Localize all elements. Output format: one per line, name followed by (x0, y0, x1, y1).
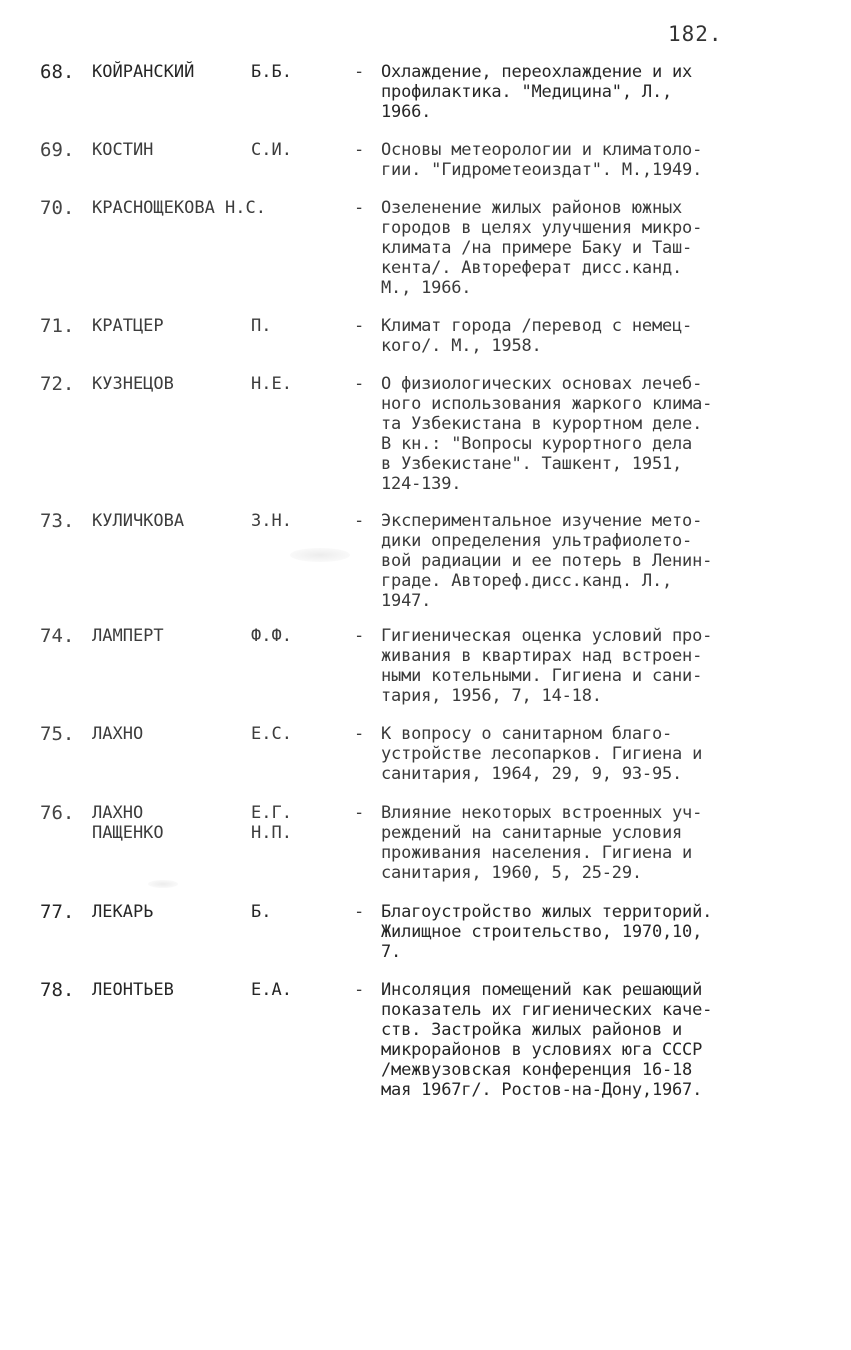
author-surname: ЛЕКАРЬ (92, 902, 154, 922)
description-line: /межвузовская конференция 16-18 (381, 1060, 693, 1080)
entry-description (381, 140, 811, 180)
description-line: Благоустройство жилых территорий. (381, 902, 713, 922)
description-line: санитария, 1964, 29, 9, 93-95. (381, 764, 683, 784)
description-line: 124-139. (381, 474, 462, 494)
entry-dash: - (354, 140, 365, 160)
author-initials: Ф.Ф. (251, 626, 292, 646)
description-line: В кн.: "Вопросы курортного дела (381, 434, 693, 454)
description-line: 7. (381, 942, 402, 962)
entry-dash: - (354, 198, 365, 218)
description-line: реждений на санитарные условия (381, 823, 683, 843)
description-line: показатель их гигиенических каче- (381, 1000, 713, 1020)
description-line: дики определения ультрафиолето- (381, 531, 693, 551)
description-line: Влияние некоторых встроенных уч- (381, 803, 703, 823)
description-line: проживания населения. Гигиена и (381, 843, 693, 863)
description-line: санитария, 1960, 5, 25-29. (381, 863, 642, 883)
author-initials: З.Н. (251, 511, 292, 531)
author-surname: ПАЩЕНКО (92, 823, 164, 843)
author-surname: КРАТЦЕР (92, 316, 164, 336)
entry-description (381, 511, 811, 611)
description-line: мая 1967г/. Ростов-на-Дону,1967. (381, 1080, 703, 1100)
entry-description (381, 803, 811, 883)
description-line: Озеленение жилых районов южных (381, 198, 683, 218)
description-line: ного использования жаркого клима- (381, 394, 713, 414)
description-line: кента/. Автореферат дисс.канд. (381, 258, 683, 278)
entry-dash: - (354, 803, 365, 823)
description-line: кого/. М., 1958. (381, 336, 542, 356)
entry-dash: - (354, 511, 365, 531)
author-surname: ЛАМПЕРТ (92, 626, 164, 646)
author-surname: ЛЕОНТЬЕВ (92, 980, 174, 1000)
description-line: устройстве лесопарков. Гигиена и (381, 744, 703, 764)
author-initials: Н.П. (251, 823, 292, 843)
description-line: вой радиации и ее потерь в Ленин- (381, 551, 713, 571)
description-line: живания в квартирах над встроен- (381, 646, 703, 666)
description-line: Охлаждение, переохлаждение и их (381, 62, 693, 82)
description-line: микрорайонов в условиях юга СССР (381, 1040, 703, 1060)
description-line: тария, 1956, 7, 14-18. (381, 686, 602, 706)
entry-number: 77. (40, 901, 75, 923)
description-line: та Узбекистана в курортном деле. (381, 414, 703, 434)
scan-smudge (148, 880, 178, 888)
entry-number: 73. (40, 510, 75, 532)
description-line: 1966. (381, 102, 432, 122)
entry-dash: - (354, 374, 365, 394)
description-line: граде. Автореф.дисс.канд. Л., (381, 571, 673, 591)
description-line: гии. "Гидрометеоиздат". М.,1949. (381, 160, 703, 180)
author-surname: КУЗНЕЦОВ (92, 374, 174, 394)
author-surname: ЛАХНО (92, 803, 144, 823)
description-line: ств. Застройка жилых районов и (381, 1020, 683, 1040)
description-line: профилактика. "Медицина", Л., (381, 82, 673, 102)
author-initials: Б.Б. (251, 62, 292, 82)
description-line: Инсоляция помещений как решающий (381, 980, 703, 1000)
entry-description (381, 724, 811, 784)
description-line: Экспериментальное изучение мето- (381, 511, 703, 531)
scan-smudge (290, 548, 350, 562)
description-line: К вопросу о санитарном благо- (381, 724, 673, 744)
author-surname: КРАСНОЩЕКОВА Н.С. (92, 198, 266, 218)
author-surname: ЛАХНО (92, 724, 144, 744)
author-surname: КОСТИН (92, 140, 154, 160)
author-initials: С.И. (251, 140, 292, 160)
description-line: в Узбекистане". Ташкент, 1951, (381, 454, 683, 474)
description-line: Гигиеническая оценка условий про- (381, 626, 713, 646)
entry-number: 75. (40, 723, 75, 745)
entry-number: 74. (40, 625, 75, 647)
entry-number: 68. (40, 61, 75, 83)
entry-description (381, 198, 811, 298)
entry-number: 71. (40, 315, 75, 337)
entry-number: 70. (40, 197, 75, 219)
author-initials: Б. (251, 902, 272, 922)
entry-description (381, 626, 811, 706)
entry-dash: - (354, 902, 365, 922)
description-line: О физиологических основах лечеб- (381, 374, 703, 394)
description-line: М., 1966. (381, 278, 472, 298)
entry-description (381, 62, 811, 122)
author-initials: Е.Г. (251, 803, 292, 823)
entry-dash: - (354, 980, 365, 1000)
author-initials: П. (251, 316, 272, 336)
entry-number: 76. (40, 802, 75, 824)
page-number: 182. (668, 22, 723, 46)
entry-number: 69. (40, 139, 75, 161)
description-line: Жилищное строительство, 1970,10, (381, 922, 703, 942)
entry-description (381, 316, 811, 356)
entry-number: 78. (40, 979, 75, 1001)
entry-dash: - (354, 62, 365, 82)
entry-number: 72. (40, 373, 75, 395)
author-initials: Н.Е. (251, 374, 292, 394)
description-line: городов в целях улучшения микро- (381, 218, 703, 238)
entry-description (381, 980, 811, 1100)
entry-dash: - (354, 626, 365, 646)
entry-description (381, 374, 811, 494)
author-surname: КОЙРАНСКИЙ (92, 62, 195, 82)
description-line: Основы метеорологии и климатоло- (381, 140, 703, 160)
author-surname: КУЛИЧКОВА (92, 511, 185, 531)
description-line: 1947. (381, 591, 432, 611)
author-initials: Е.А. (251, 980, 292, 1000)
author-initials: Е.С. (251, 724, 292, 744)
entry-dash: - (354, 724, 365, 744)
description-line: ными котельными. Гигиена и сани- (381, 666, 703, 686)
description-line: климата /на примере Баку и Таш- (381, 238, 693, 258)
entry-dash: - (354, 316, 365, 336)
entry-description (381, 902, 811, 962)
description-line: Климат города /перевод с немец- (381, 316, 693, 336)
